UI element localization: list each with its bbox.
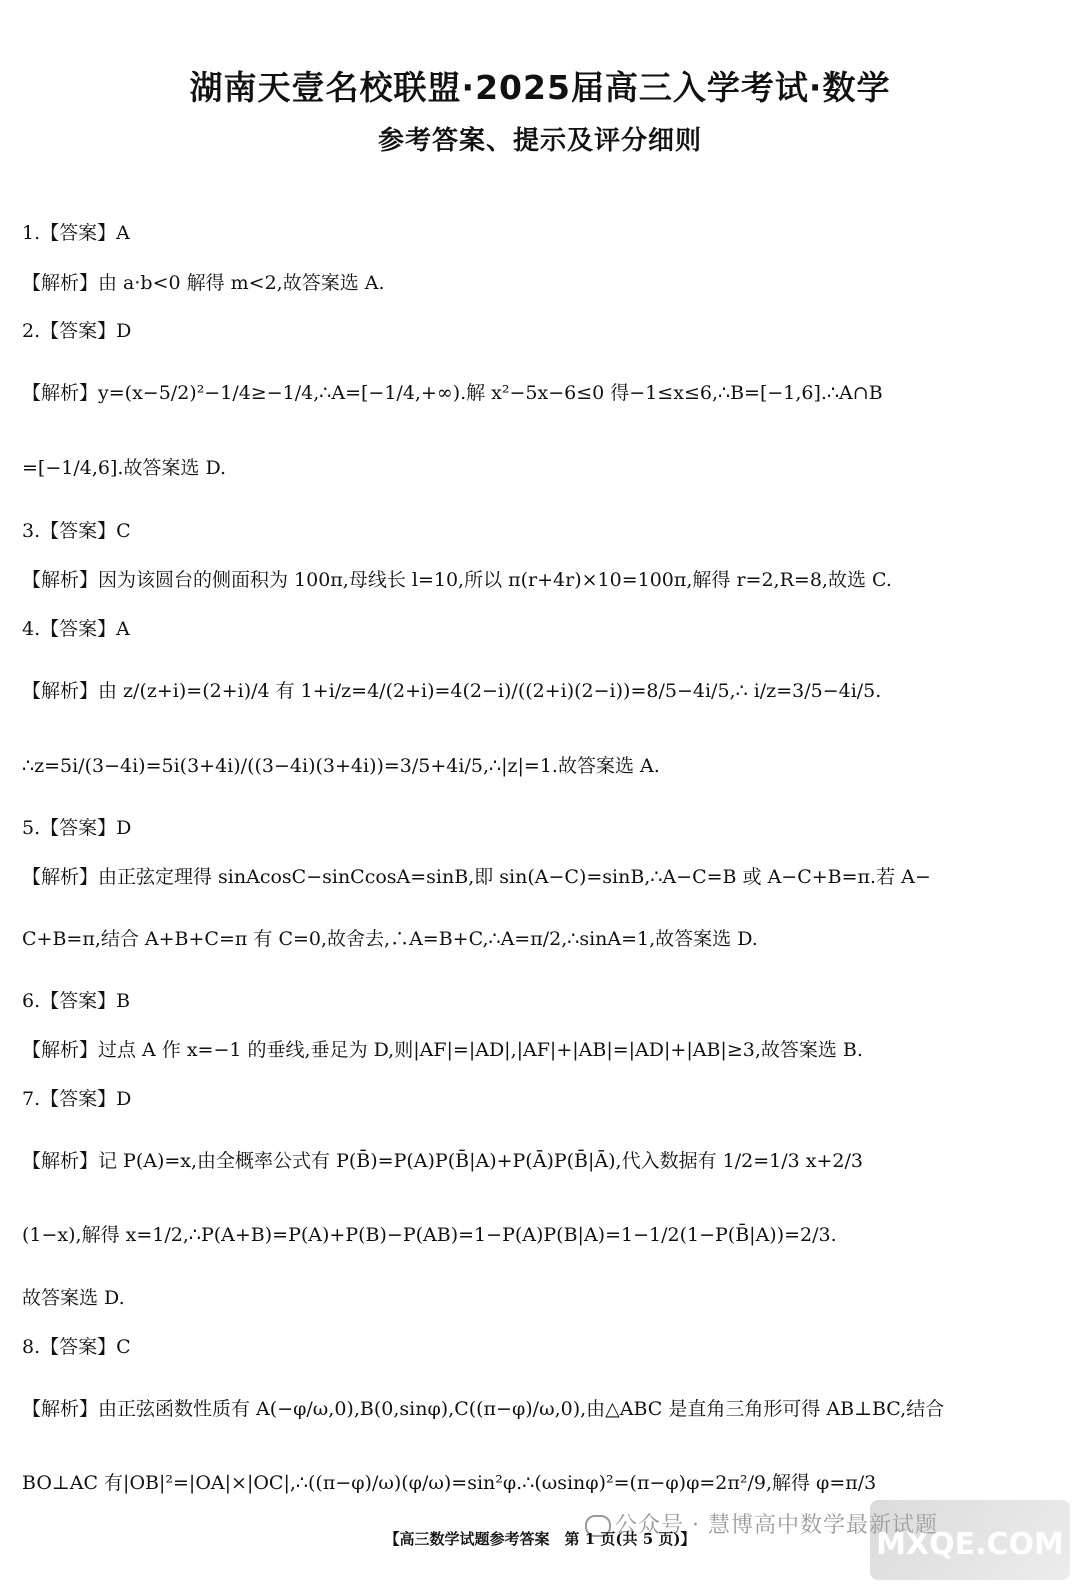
q5-answer: 5.【答案】D: [22, 817, 132, 839]
page-footer: 【高三数学试题参考答案 第 1 页(共 5 页)】: [384, 1530, 696, 1548]
q1-answer: 1.【答案】A: [22, 222, 130, 244]
q8-answer: 8.【答案】C: [22, 1336, 131, 1358]
q5-solution-line1: 【解析】由正弦定理得 sinAcosC−sinCcosA=sinB,即 sin(A−C)=sinB,∴A−C=B 或 A−C+B=π.若 A−: [22, 866, 931, 888]
q7-answer: 7.【答案】D: [22, 1088, 132, 1110]
q3-solution: 【解析】因为该圆台的侧面积为 100π,母线长 l=10,所以 π(r+4r)×10=100π,解得 r=2,R=8,故选 C.: [22, 569, 892, 591]
q4-solution-line1: 【解析】由 z/(z+i)=(2+i)/4 有 1+i/z=4/(2+i)=4(2−i)/((2+i)(2−i))=8/5−4i/5,∴ i/z=3/5−4i/5.: [22, 680, 882, 702]
q7-solution-line3: 故答案选 D.: [22, 1287, 125, 1309]
q8-solution-line2: BO⊥AC 有|OB|²=|OA|×|OC|,∴((π−φ)/ω)(φ/ω)=sin²φ.∴(ωsinφ)²=(π−φ)φ=2π²/9,解得 φ=π/3: [22, 1472, 877, 1494]
watermark-logo: MXQE.COM: [870, 1500, 1070, 1580]
q8-solution-line1: 【解析】由正弦函数性质有 A(−φ/ω,0),B(0,sinφ),C((π−φ)/ω,0),由△ABC 是直角三角形可得 AB⊥BC,结合: [22, 1398, 945, 1420]
q4-solution-line2: ∴z=5i/(3−4i)=5i(3+4i)/((3−4i)(3+4i))=3/5+4i/5,∴|z|=1.故答案选 A.: [22, 755, 660, 777]
q6-answer: 6.【答案】B: [22, 990, 131, 1012]
q5-solution-line2: C+B=π,结合 A+B+C=π 有 C=0,故舍去,∴A=B+C,∴A=π/2,∴sinA=1,故答案选 D.: [22, 928, 758, 950]
q2-answer: 2.【答案】D: [22, 320, 132, 342]
q3-answer: 3.【答案】C: [22, 520, 131, 542]
q7-solution-line2: (1−x),解得 x=1/2,∴P(A+B)=P(A)+P(B)−P(AB)=1−P(A)P(B|A)=1−1/2(1−P(B̄|A))=2/3.: [22, 1224, 837, 1246]
page-subtitle: 参考答案、提示及评分细则: [377, 126, 702, 156]
q2-solution-line2: =[−1/4,6].故答案选 D.: [22, 457, 227, 479]
q6-solution: 【解析】过点 A 作 x=−1 的垂线,垂足为 D,则|AF|=|AD|,|AF|+|AB|=|AD|+|AB|≥3,故答案选 B.: [22, 1039, 863, 1061]
watermark-text: 公众号 · 慧博高中数学最新试题: [615, 1513, 938, 1538]
q4-answer: 4.【答案】A: [22, 618, 130, 640]
page-title: 湖南天壹名校联盟·2025届高三入学考试·数学: [189, 68, 891, 107]
q2-solution-line1: 【解析】y=(x−5/2)²−1/4≥−1/4,∴A=[−1/4,+∞).解 x²−5x−6≤0 得−1≤x≤6,∴B=[−1,6].∴A∩B: [22, 382, 883, 404]
q7-solution-line1: 【解析】记 P(A)=x,由全概率公式有 P(B̄)=P(A)P(B̄|A)+P(Ā)P(B̄|Ā),代入数据有 1/2=1/3 x+2/3: [22, 1150, 863, 1172]
q1-solution: 【解析】由 a·b<0 解得 m<2,故答案选 A.: [22, 272, 385, 294]
